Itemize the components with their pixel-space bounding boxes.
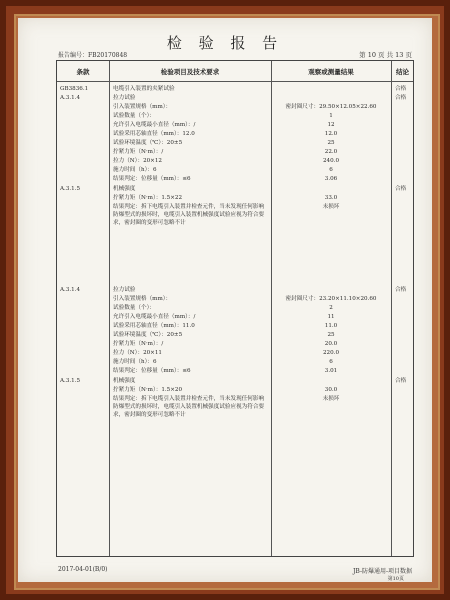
footer-form: JB-防爆通用-项目数据 xyxy=(353,568,412,575)
row-conclusion: 合格 xyxy=(395,86,407,92)
column-divider xyxy=(391,61,392,556)
row-result: 1 xyxy=(329,113,333,119)
row-clause: A.3.1.5 xyxy=(60,186,81,192)
page-number: 第 10 页 共 13 页 xyxy=(359,51,412,59)
row-item: 允许引入电缆最小直径（mm）：/ xyxy=(113,122,196,128)
row-item: 拧紧力矩（N·m）：1.5×22 xyxy=(113,195,183,201)
report-number: 报告编号：FB20170848 xyxy=(58,52,128,59)
row-item: 引入装置规格（mm）： xyxy=(113,104,172,110)
header-clause: 条款 xyxy=(76,68,90,76)
row-item: 拧紧力矩（N·m）：/ xyxy=(113,341,164,347)
row-result: 25 xyxy=(327,332,335,338)
row-result: 未损坏 xyxy=(322,396,340,402)
row-result: 3.06 xyxy=(324,176,338,182)
header-item: 检验项目及技术要求 xyxy=(160,68,220,76)
row-item: 试验环境温度（℃）：20±5 xyxy=(113,140,183,146)
row-clause: A.3.1.5 xyxy=(60,378,81,384)
row-result: 11.0 xyxy=(324,323,338,329)
row-item: 施力时间（h）：6 xyxy=(113,359,157,365)
row-result: 3.01 xyxy=(324,368,338,374)
row-conclusion: 合格 xyxy=(395,95,407,101)
header-result: 观察或测量结果 xyxy=(308,68,354,76)
row-item: 拉力试验 xyxy=(113,95,136,101)
row-conclusion: 合格 xyxy=(395,378,407,384)
row-item: 拧紧力矩（N·m）：1.5×20 xyxy=(113,387,183,393)
row-item: 拧紧力矩（N·m）：/ xyxy=(113,149,164,155)
row-result: 11 xyxy=(327,314,335,320)
row-clause: A.3.1.4 xyxy=(60,95,81,101)
row-result: 密封圈尺寸：23.20×11.10×20.60 xyxy=(285,296,377,302)
row-item: 结果判定：拆下电缆引入装置并检查元件，当未发现任何影响防爆型式的损坏时，电缆引入装置机械强度试验应视为符合要求，密封圈的变形可忽略不计 xyxy=(113,396,265,419)
row-item: 引入装置规格（mm）： xyxy=(113,296,172,302)
row-result: 未损坏 xyxy=(322,204,340,210)
row-result: 6 xyxy=(329,167,333,173)
report-title: 检 验 报 告 xyxy=(166,34,284,52)
row-result: 30.0 xyxy=(324,387,338,393)
header-conclusion: 结论 xyxy=(396,68,409,76)
row-result: 12.0 xyxy=(324,131,338,137)
report-page xyxy=(18,18,432,582)
column-divider xyxy=(109,61,110,556)
row-result: 33.0 xyxy=(324,195,338,201)
inspection-table xyxy=(56,60,414,557)
row-result: 22.0 xyxy=(324,149,338,155)
row-item: 拉力（N）：20×12 xyxy=(113,158,162,164)
row-item: 试验数量（个）： xyxy=(113,113,155,119)
row-clause: GB3836.1 xyxy=(60,86,89,92)
row-result: 220.0 xyxy=(322,350,339,356)
row-result: 20.0 xyxy=(324,341,338,347)
row-item: 拉力试验 xyxy=(113,287,136,293)
row-item: 试验采用芯轴直径（mm）：11.0 xyxy=(113,323,195,329)
row-item: 结果判定：位移量（mm）：≤6 xyxy=(113,368,191,374)
row-item: 试验数量（个）： xyxy=(113,305,155,311)
row-result: 2 xyxy=(329,305,333,311)
row-item: 拉力（N）：20×11 xyxy=(113,350,162,356)
header-divider xyxy=(57,81,413,82)
row-item: 试验环境温度（℃）：20±5 xyxy=(113,332,183,338)
row-item: 机械强度 xyxy=(113,378,136,384)
row-item: 电缆引入装置的夹紧试验 xyxy=(113,86,175,92)
row-result: 240.0 xyxy=(322,158,339,164)
row-conclusion: 合格 xyxy=(395,287,407,293)
row-result: 12 xyxy=(327,122,335,128)
row-item: 结果判定：位移量（mm）：≤6 xyxy=(113,176,191,182)
footer-date: 2017-04-01(B/0) xyxy=(58,566,108,573)
row-item: 结果判定：拆下电缆引入装置并检查元件，当未发现任何影响防爆型式的损坏时，电缆引入装置机械强度试验应视为符合要求，密封圈的变形可忽略不计 xyxy=(113,204,265,227)
footer-page: 第10页 xyxy=(387,576,404,582)
row-item: 施力时间（h）：6 xyxy=(113,167,157,173)
row-item: 试验采用芯轴直径（mm）：12.0 xyxy=(113,131,195,137)
row-result: 25 xyxy=(327,140,335,146)
row-item: 允许引入电缆最小直径（mm）：/ xyxy=(113,314,196,320)
row-item: 机械强度 xyxy=(113,186,136,192)
row-result: 密封圈尺寸：29.50×12.05×22.60 xyxy=(285,104,377,110)
row-clause: A.3.1.4 xyxy=(60,287,81,293)
column-divider xyxy=(271,61,272,556)
row-result: 6 xyxy=(329,359,333,365)
row-conclusion: 合格 xyxy=(395,186,407,192)
